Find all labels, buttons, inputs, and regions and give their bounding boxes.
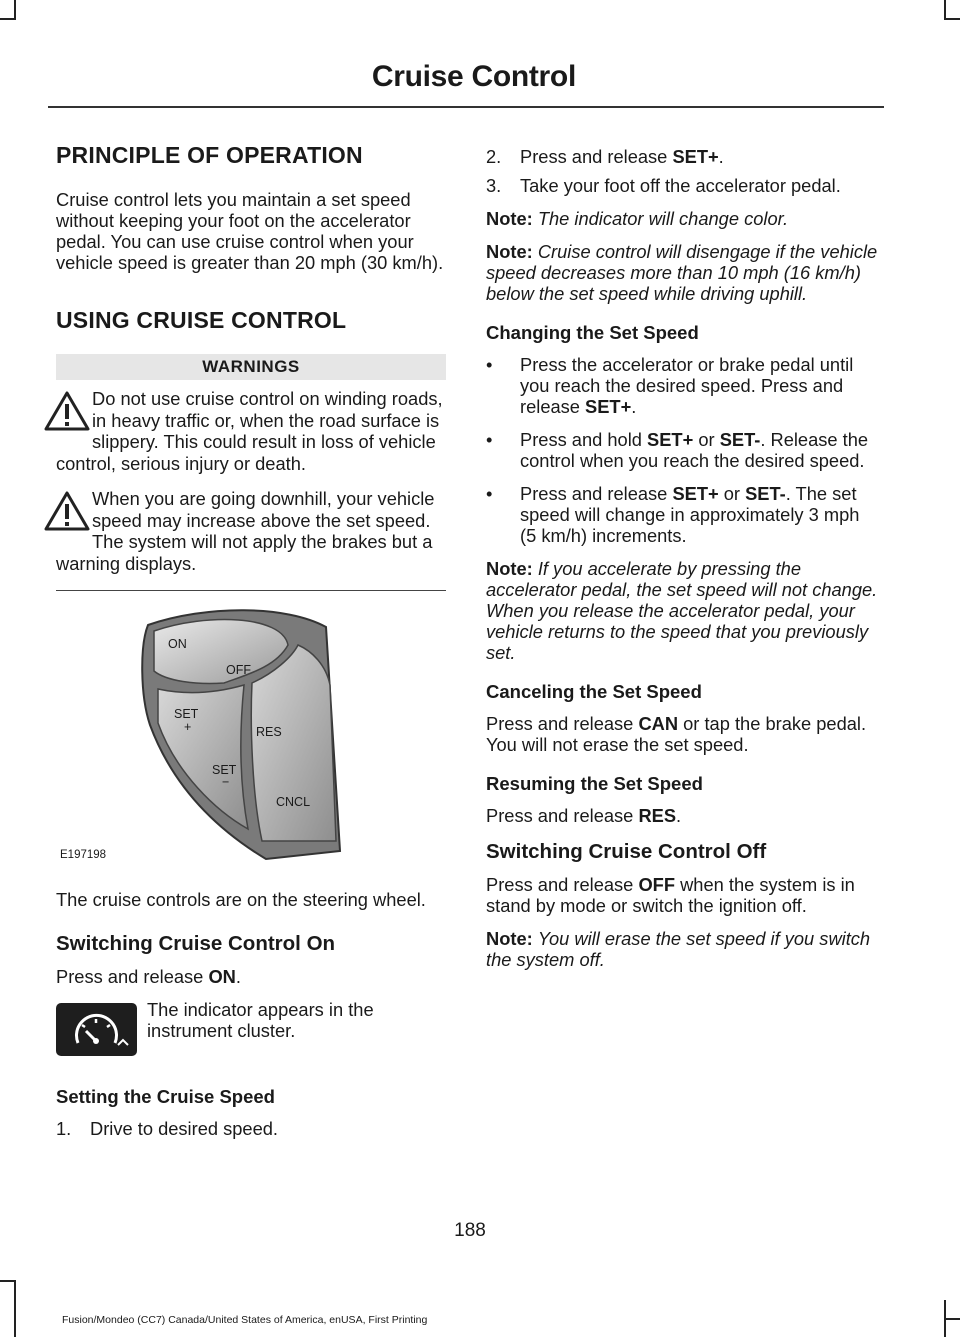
principle-text: Cruise control lets you maintain a set speed without keeping your foot on the accelerator pedal. You can use cruise control when your vehicle speed is greater than 20 mph (30 km/h). [56, 189, 444, 273]
note-text: You will erase the set speed if you switch the system off. [486, 928, 871, 970]
cncl-label: CNCL [276, 795, 311, 809]
changing-heading: Changing the Set Speed [486, 322, 699, 343]
cancel-prefix: Press and release [486, 713, 639, 734]
resuming-heading: Resuming the Set Speed [486, 773, 703, 794]
bullet-text: Press and hold [520, 429, 648, 450]
page-number: 188 [454, 1220, 486, 1241]
indicator-text: The indicator appears in the instrument cluster. [147, 999, 374, 1041]
switch-on-heading: Switching Cruise Control On [56, 932, 336, 955]
bullet-mark: • [486, 354, 493, 375]
warning-1 [56, 388, 446, 474]
crop-mark [0, 1280, 16, 1282]
bullet-text: Press the accelerator or brake pedal until you reach the desired speed. Press and release [520, 354, 854, 417]
setting-steps [56, 1118, 446, 1139]
crop-mark [14, 1280, 16, 1337]
resume-suffix: . [676, 805, 682, 826]
crop-mark [0, 18, 16, 20]
changing-bullets [486, 354, 880, 546]
footer-text: Fusion/Mondeo (CC7) Canada/United States of America, enUSA, First Printing [62, 1314, 428, 1326]
controls-text: The cruise controls are on the steering wheel. [56, 889, 426, 910]
off-key: OFF [638, 874, 675, 895]
note-1 [486, 208, 880, 229]
header-rule [48, 106, 884, 108]
resume-prefix: Press and release [486, 805, 639, 826]
set-minus-key: SET- [719, 429, 761, 450]
bullet-suffix: . [631, 396, 637, 417]
step-number: 3. [486, 175, 502, 196]
note-2 [486, 241, 880, 304]
step-number: 1. [56, 1118, 72, 1139]
using-heading: USING CRUISE CONTROL [56, 307, 347, 333]
step-text: Take your foot off the accelerator pedal. [520, 175, 841, 196]
indicator-row [56, 999, 446, 1056]
crop-mark [944, 0, 946, 20]
bullet-or: or [718, 483, 746, 504]
step-2 [486, 146, 880, 167]
can-key: CAN [638, 713, 679, 734]
note-text: The indicator will change color. [537, 208, 789, 229]
plus-symbol: + [184, 720, 192, 734]
res-key: RES [638, 805, 677, 826]
warning-2-text: When you are going downhill, your vehicle speed may increase above the set speed. The system will not apply the brakes but a warning displays. [56, 488, 435, 574]
res-label: RES [256, 725, 282, 739]
on-key: ON [208, 966, 236, 987]
setting-steps-continued [486, 146, 880, 196]
switch-off-heading: Switching Cruise Control Off [486, 840, 767, 863]
warning-triangle-icon [44, 390, 90, 432]
bullet-mark: • [486, 483, 493, 504]
bullet-suffix: . Release the control when you reach the desired speed. [520, 429, 869, 471]
bullet-or: or [693, 429, 720, 450]
step-text: Drive to desired speed. [90, 1118, 278, 1139]
crop-mark [944, 1318, 960, 1320]
bullet-item [486, 429, 880, 471]
principle-heading: PRINCIPLE OF OPERATION [56, 142, 363, 168]
warnings-label: WARNINGS [56, 354, 446, 380]
step-1 [56, 1118, 446, 1139]
off-label: OFF [226, 663, 251, 677]
note-3 [486, 558, 880, 663]
cruise-control-indicator-icon [56, 1003, 137, 1056]
off-prefix: Press and release [486, 874, 639, 895]
switch-on-text [56, 966, 446, 987]
warning-1-text: Do not use cruise control on winding roads, in heavy traffic or, when the road surface is slippery. This could result in loss of vehicle control, serious injury or death. [56, 388, 443, 474]
bullet-text: Press and release [520, 483, 673, 504]
switch-on-prefix: Press and release [56, 966, 209, 987]
set-plus-key: SET+ [672, 146, 719, 167]
note-text: Cruise control will disengage if the vehicle speed decreases more than 10 mph (16 km/h) below the set speed while driving uphill. [486, 241, 878, 304]
note-label: Note: [486, 928, 533, 949]
page-header-title: Cruise Control [371, 60, 576, 93]
warning-triangle-icon [44, 490, 90, 532]
bullet-item [486, 483, 880, 546]
switch-off-text [486, 874, 880, 916]
canceling-heading: Canceling the Set Speed [486, 681, 702, 702]
bullet-item [486, 354, 880, 417]
set-plus-key: SET+ [585, 396, 632, 417]
crop-mark [944, 18, 960, 20]
cancel-suffix: or tap the brake pedal. You will not erase the set speed. [486, 713, 867, 755]
note-label: Note: [486, 241, 533, 262]
crop-mark [14, 0, 16, 20]
set-plus-key: SET+ [647, 429, 694, 450]
bullet-mark: • [486, 429, 493, 450]
note-4 [486, 928, 880, 970]
setting-heading: Setting the Cruise Speed [56, 1086, 275, 1107]
note-label: Note: [486, 208, 533, 229]
set-minus-label: SET [212, 763, 237, 777]
set-minus-key: SET- [745, 483, 786, 504]
note-text: If you accelerate by pressing the accelerator pedal, the set speed will not change. When you release the accelerator pedal, your vehicle returns to the speed that you previously set. [486, 558, 878, 663]
cruise-control-switch-figure [56, 605, 446, 875]
step-text: Press and release [520, 146, 673, 167]
set-plus-label: SET [174, 707, 199, 721]
on-label: ON [168, 637, 187, 651]
note-label: Note: [486, 558, 533, 579]
warning-rule [56, 590, 446, 591]
right-column [486, 146, 880, 982]
bullet-suffix: . The set speed will change in approximately 3 mph (5 km/h) increments. [520, 483, 860, 546]
figure-code: E197198 [60, 849, 107, 861]
steering-wheel-controls-illustration [56, 605, 446, 875]
switch-on-suffix: . [235, 966, 241, 987]
cancel-text [486, 713, 880, 755]
step-3 [486, 175, 880, 196]
off-suffix: when the system is in stand by mode or switch the ignition off. [486, 874, 855, 916]
set-plus-key: SET+ [672, 483, 719, 504]
step-number: 2. [486, 146, 502, 167]
step-suffix: . [718, 146, 724, 167]
left-column [56, 142, 446, 1151]
minus-symbol: − [222, 775, 230, 789]
warning-2 [56, 488, 446, 574]
resume-text [486, 805, 880, 826]
